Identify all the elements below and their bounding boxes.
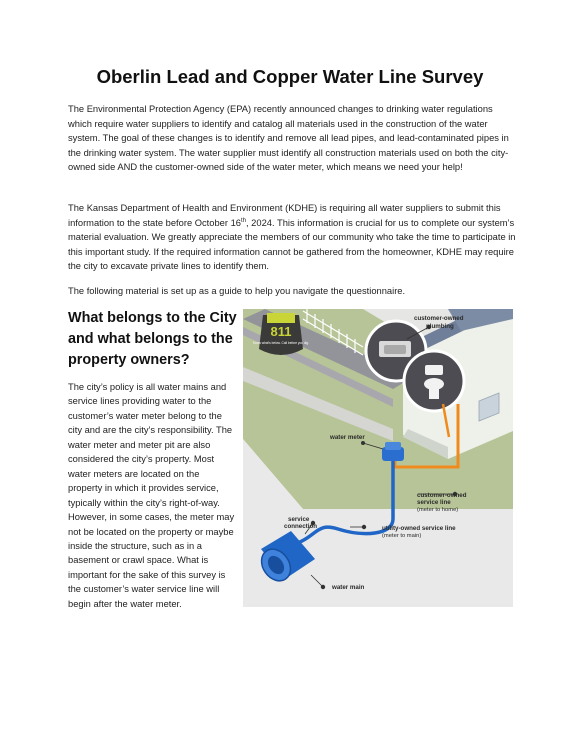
label-customer-line-1: customer-owned (417, 492, 467, 499)
label-water-meter: water meter (330, 434, 365, 441)
label-customer-line-3: (meter to home) (417, 507, 459, 513)
intro-paragraph-epa: The Environmental Protection Agency (EPA) recently announced changes to drinking water regulations which require water suppliers to identify and catalog all materials used in the construction of the water system. The goal of these changes is to identify and remove all lead pipes, and lead-contaminated pipes in the drinking water system. The water supplier must identify all construction materials used on both the city-owned side AND the customer-owned side of the water meter, which means we need your help! (68, 104, 509, 173)
label-customer-line-2: service line (417, 499, 451, 506)
service-line-diagram (243, 309, 513, 607)
date-ordinal-superscript: th (240, 217, 246, 224)
intro-paragraph-kdhe (68, 201, 516, 274)
label-utility-line-1: utility-owned service line (382, 525, 456, 532)
toilet-icon (425, 365, 443, 375)
811-tagline: Know what's below. Call before you dig. (252, 341, 310, 345)
section-heading: What belongs to the City and what belongs to the property owners? (68, 310, 237, 368)
section-body: The city’s policy is all water mains and service lines providing water to the customer’s water meter belong to the city and are the city’s responsibility. The water meter and meter pit are also considered the city’s property. Most water meters are located on the property in which it provides service, typically within the city’s right-of-way. However, in some cases, the meter may not be located on the property or maybe inside the structure, such as in a basement or crawl space. What is important for the sake of this survey is the customer’s water service line will begin after the water meter. (68, 382, 235, 609)
811-number: 811 (270, 324, 292, 339)
label-water-main: water main (332, 584, 365, 591)
kdhe-text-part-1: The Kansas Department of Health and Environment (KDHE) is requiring all water suppliers to submit this information to the state before October 16 (68, 203, 501, 228)
label-plumbing-line1: customer-owned (414, 315, 464, 322)
intro-paragraph-guide: The following material is set up as a guide to help you navigate the questionnaire. (68, 286, 406, 296)
label-service-connection-1: service (288, 516, 310, 523)
label-service-connection-2: connection (284, 523, 318, 530)
label-utility-line-2: (meter to main) (382, 533, 422, 539)
kdhe-text-part-2: , 2024. This information is crucial for us to complete our system’s material evaluation. We greatly appreciate the members of our community who take the time to participate in this important study. If the required information cannot be gathered from the homeowner, KDHE may require the city to excavate private lines to identify them. (68, 217, 516, 272)
label-plumbing-line2: plumbing (426, 323, 454, 330)
document-title: Oberlin Lead and Copper Water Line Survey (96, 66, 484, 87)
